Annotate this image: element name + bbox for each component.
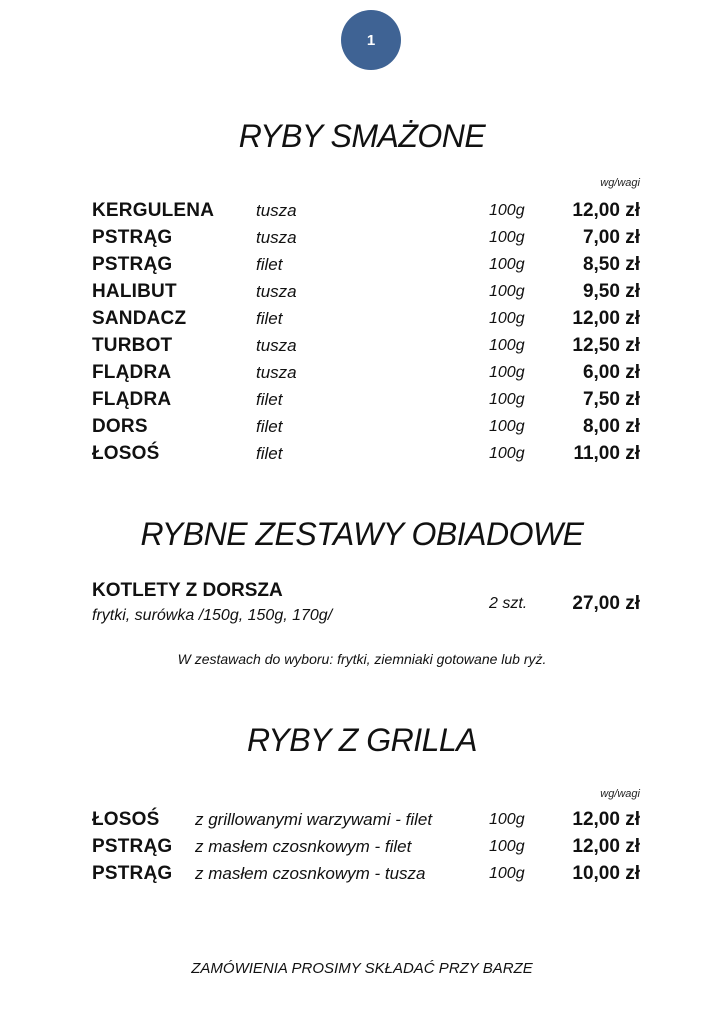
item-name: DORS [92,416,148,437]
menu-item [92,251,640,278]
item-weight: 100g [489,364,525,381]
item-name: PSTRĄG [92,227,173,248]
menu-item [92,305,640,332]
item-description: tusza [256,363,297,382]
item-price: 7,50 zł [582,389,640,410]
item-weight: 100g [489,202,525,219]
fish-sets-title: RYBNE ZESTAWY OBIADOWE [140,516,584,552]
menu-item [92,224,640,251]
item-price: 10,00 zł [572,863,640,884]
item-price: 12,50 zł [572,335,640,356]
item-weight: 100g [489,865,525,882]
item-name: FLĄDRA [92,389,172,410]
item-weight: 100g [489,337,525,354]
item-description: filet [256,309,283,328]
item-description: tusza [256,336,297,355]
grilled-fish-title: RYBY Z GRILLA [246,722,478,758]
item-name: ŁOSOŚ [92,443,160,464]
item-description: filet [256,417,283,436]
item-name: FLĄDRA [92,362,172,383]
set-item-sides: frytki, surówka /150g, 150g, 170g/ [92,607,333,624]
item-name: PSTRĄG [92,863,173,884]
menu-item [92,833,640,860]
menu-item [92,440,640,467]
menu-item [92,332,640,359]
item-price: 7,00 zł [582,227,640,248]
set-item-name: KOTLETY Z DORSZA [92,580,283,601]
fried-fish-title: RYBY SMAŻONE [238,118,486,154]
fried-weight-note: wg/wagi [600,177,640,189]
item-price: 12,00 zł [572,200,640,221]
item-weight: 100g [489,811,525,828]
item-description: filet [256,390,283,409]
item-description: tusza [256,201,297,220]
set-item-price: 27,00 zł [572,593,640,614]
item-price: 6,00 zł [582,362,640,383]
item-weight: 100g [489,229,525,246]
menu-item [92,359,640,386]
item-description: z masłem czosnkowym - tusza [195,864,426,883]
item-name: TURBOT [92,335,173,356]
item-price: 11,00 zł [573,443,640,464]
item-description: z grillowanymi warzywami - filet [195,810,433,829]
item-price: 12,00 zł [572,809,640,830]
item-price: 9,50 zł [582,281,640,302]
item-description: filet [256,255,283,274]
item-description: filet [256,444,283,463]
item-description: tusza [256,228,297,247]
menu-item [92,806,640,833]
item-weight: 100g [489,391,525,408]
footer-note: ZAMÓWIENIA PROSIMY SKŁADAĆ PRZY BARZE [191,960,533,977]
item-name: PSTRĄG [92,254,173,275]
item-weight: 100g [489,418,525,435]
set-item-quantity: 2 szt. [489,595,528,612]
item-price: 8,50 zł [582,254,640,275]
item-price: 12,00 zł [572,308,640,329]
page-number-badge: 1 [341,10,401,70]
item-name: PSTRĄG [92,836,173,857]
item-description: z masłem czosnkowym - filet [195,837,412,856]
menu-item [92,413,640,440]
menu-item [92,197,640,224]
item-description: tusza [256,282,297,301]
menu-item [92,860,640,887]
item-name: KERGULENA [92,200,215,221]
grill-weight-note: wg/wagi [600,788,640,800]
item-name: ŁOSOŚ [92,809,160,830]
set-item [92,580,640,632]
item-weight: 100g [489,256,525,273]
menu-item [92,278,640,305]
item-price: 8,00 zł [582,416,640,437]
fried-fish-list [92,197,640,467]
item-name: SANDACZ [92,308,187,329]
item-name: HALIBUT [92,281,177,302]
item-price: 12,00 zł [572,836,640,857]
grilled-fish-list [92,806,640,887]
sets-note: W zestawach do wyboru: frytki, ziemniaki gotowane lub ryż. [177,651,547,667]
item-weight: 100g [489,838,525,855]
item-weight: 100g [489,283,525,300]
item-weight: 100g [489,445,525,462]
menu-item [92,386,640,413]
item-weight: 100g [489,310,525,327]
